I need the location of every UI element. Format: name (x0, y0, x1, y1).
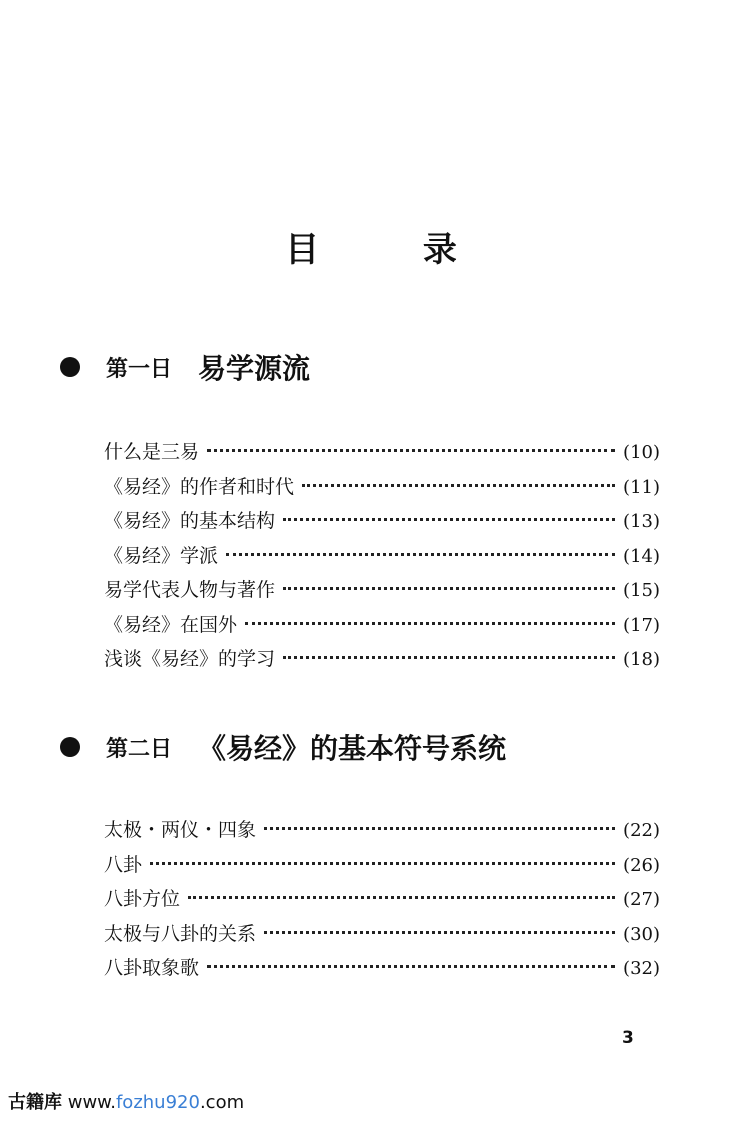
toc-entry-title: 易学代表人物与著作 (104, 579, 276, 601)
toc-entry[interactable] (104, 573, 660, 608)
toc-entry[interactable] (104, 882, 660, 917)
toc-entry-page: (30) (623, 923, 660, 945)
toc-entry[interactable] (104, 470, 660, 505)
toc-entry-page: (11) (623, 476, 660, 498)
toc-entry-page: (18) (623, 649, 660, 670)
bullet-icon (60, 357, 80, 377)
dot-leader (226, 553, 615, 556)
dot-leader (264, 931, 615, 934)
chapter-number: 第一日 (106, 356, 173, 382)
chapter-title: 易学源流 (198, 352, 311, 385)
chapter-title: 《易经》的基本符号系统 (198, 732, 507, 765)
watermark-brand: 古籍库 (8, 1092, 62, 1113)
toc-entry-title: 《易经》在国外 (104, 613, 238, 636)
toc-entry-page: (10) (623, 442, 660, 463)
dot-leader (302, 484, 615, 487)
toc-entry[interactable] (104, 504, 660, 539)
toc-entry-page: (13) (623, 511, 660, 532)
dot-leader (245, 622, 615, 625)
toc-list-1 (104, 435, 660, 677)
dot-leader (207, 449, 615, 452)
toc-entry-title: 八卦 (104, 853, 143, 876)
dot-leader (283, 656, 615, 659)
watermark-url-suffix: .com (199, 1092, 245, 1113)
watermark-url-prefix: www. (67, 1092, 116, 1113)
dot-leader (188, 896, 615, 899)
toc-entry-page: (15) (623, 580, 660, 601)
watermark-url-accent: fozhu920 (115, 1092, 200, 1113)
dot-leader (283, 587, 615, 590)
toc-entry-title: 八卦方位 (104, 888, 181, 910)
dot-leader (150, 862, 615, 865)
toc-entry-page: (26) (623, 854, 660, 876)
page-title: 目 录 (285, 230, 503, 270)
watermark (8, 1088, 244, 1114)
dot-leader (264, 827, 615, 830)
page-number: 3 (622, 1028, 634, 1048)
chapter-number: 第二日 (106, 736, 173, 762)
toc-entry-page: (14) (623, 545, 660, 567)
toc-entry[interactable] (104, 435, 660, 470)
toc-entry-page: (17) (623, 614, 660, 636)
chapter-heading-1 (60, 347, 310, 387)
bullet-icon (60, 737, 80, 757)
toc-entry-title: 太极・两仪・四象 (104, 819, 257, 841)
chapter-heading-2 (60, 727, 506, 767)
dot-leader (283, 518, 615, 521)
dot-leader (207, 965, 615, 968)
toc-entry[interactable] (104, 951, 660, 986)
toc-entry[interactable] (104, 813, 660, 848)
toc-entry-title: 《易经》的作者和时代 (104, 475, 295, 498)
toc-entry[interactable] (104, 848, 660, 883)
toc-entry-title: 什么是三易 (104, 441, 200, 463)
toc-entry-title: 《易经》的基本结构 (104, 510, 276, 532)
toc-entry-page: (27) (623, 889, 660, 910)
toc-entry[interactable] (104, 608, 660, 643)
toc-entry[interactable] (104, 539, 660, 574)
toc-entry-title: 八卦取象歌 (104, 957, 200, 979)
toc-entry-page: (32) (623, 958, 660, 979)
toc-entry-title: 《易经》学派 (104, 544, 219, 567)
toc-list-2 (104, 813, 660, 986)
toc-entry-title: 太极与八卦的关系 (104, 922, 257, 945)
toc-entry[interactable] (104, 642, 660, 677)
toc-entry[interactable] (104, 917, 660, 952)
toc-entry-title: 浅谈《易经》的学习 (104, 648, 276, 670)
toc-entry-page: (22) (623, 820, 660, 841)
